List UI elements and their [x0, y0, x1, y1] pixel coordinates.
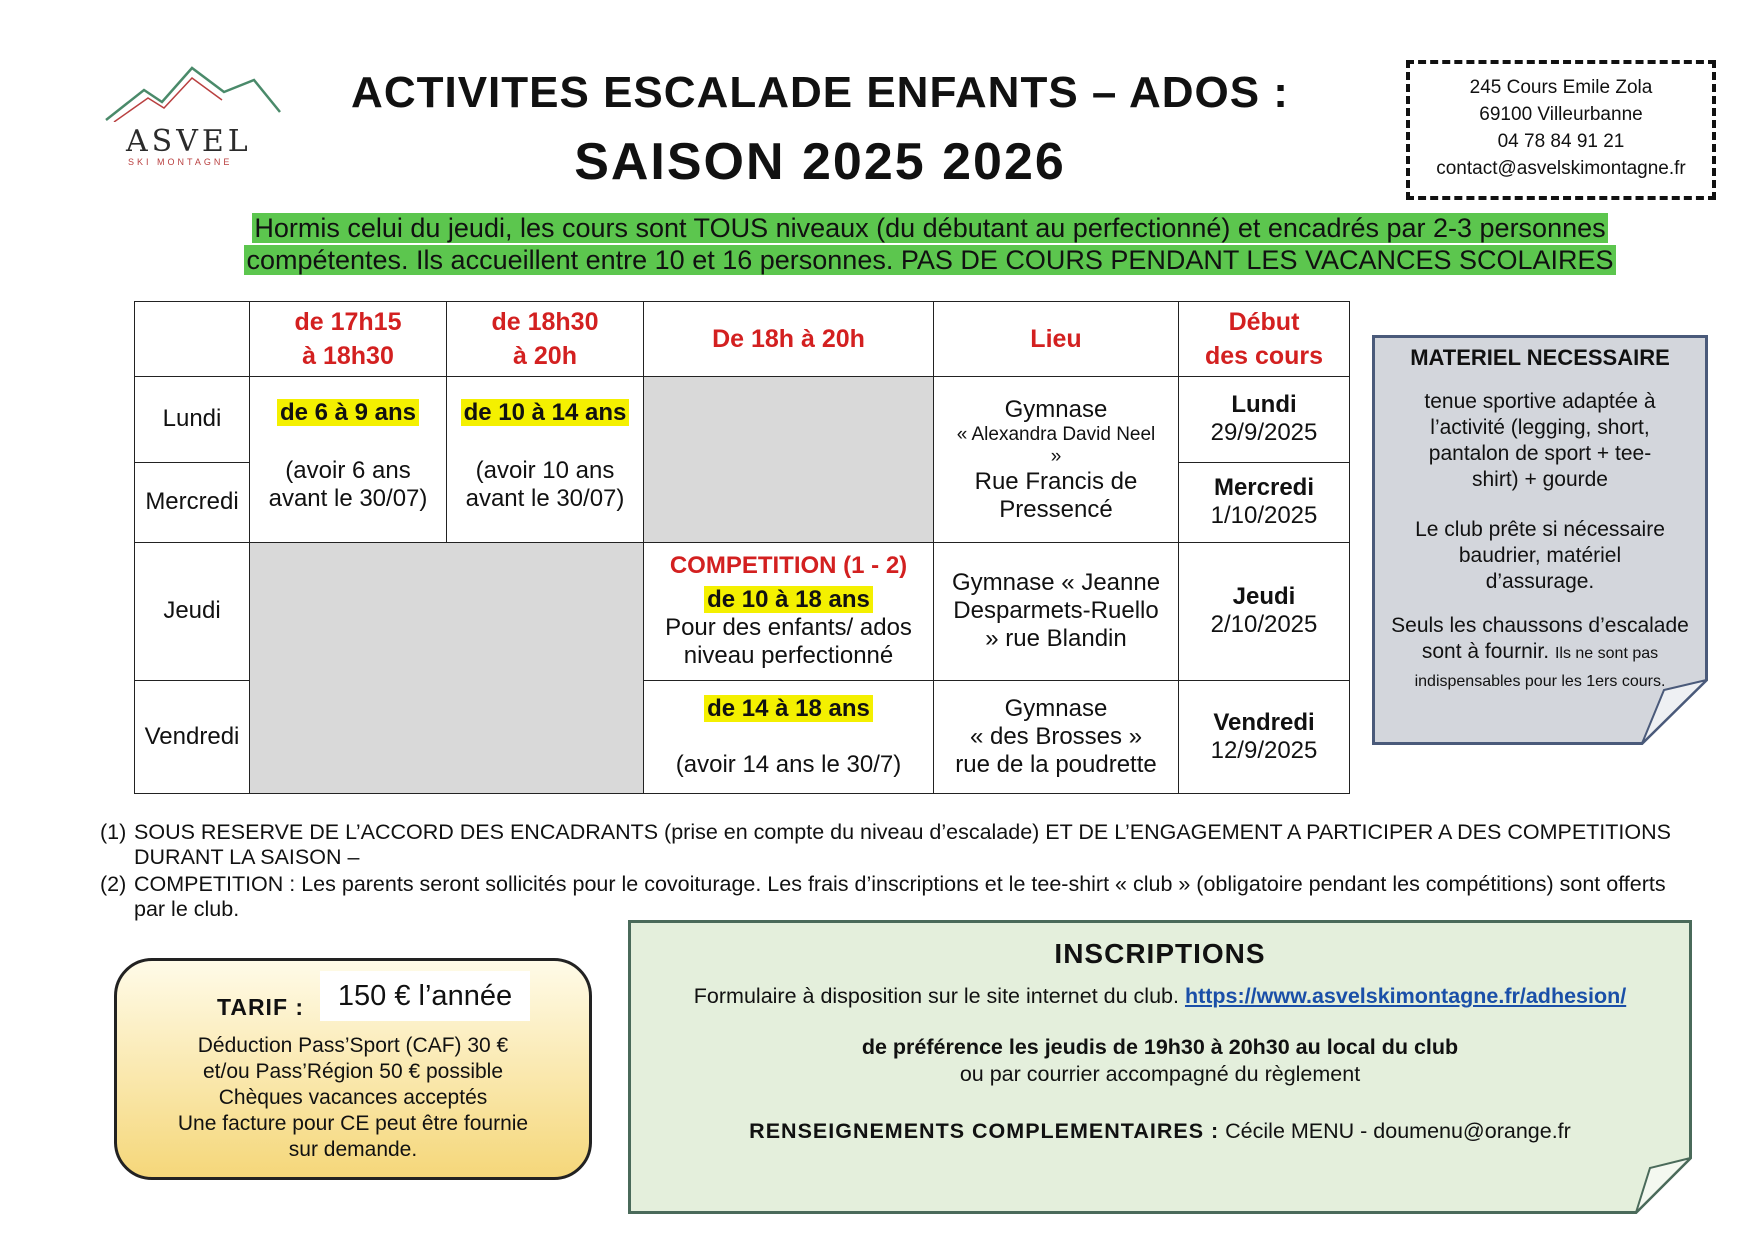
corner-cell [135, 302, 250, 377]
material-p3-small: Ils ne sont pas indispensables pour les 1ers cours. [1414, 645, 1666, 690]
lieu-1-line-3: Rue Francis de Pressencé [974, 467, 1138, 523]
footnote-1 [100, 820, 1700, 870]
tarif-box [114, 958, 592, 1180]
cell-6-9-ans [250, 377, 447, 543]
age-6-9-note: (avoir 6 ans avant le 30/07) [268, 457, 428, 513]
age-14-18: de 14 à 18 ans [704, 695, 873, 722]
inscriptions-form-text: Formulaire à disposition sur le site internet du club. [693, 984, 1179, 1008]
start-mercredi-date: 1/10/2025 [1210, 502, 1318, 530]
footnote-2-num: (2) [100, 872, 127, 896]
age-14-18-note: (avoir 14 ans le 30/7) [675, 750, 902, 778]
tarif-details [117, 1033, 589, 1163]
material-p3 [1372, 613, 1708, 695]
address-street: 245 Cours Emile Zola [1469, 77, 1653, 98]
footnote-1-num: (1) [100, 820, 127, 844]
banner-line-2: compétentes. Ils accueillent entre 10 et 16 personnes. PAS DE COURS PENDANT LES VACANCES SCOLAIRES [246, 245, 1614, 275]
age-10-18: de 10 à 18 ans [704, 586, 873, 613]
start-jeudi [1179, 542, 1350, 680]
table-row-jeudi [135, 542, 1350, 680]
inscriptions-preference: de préférence les jeudis de 19h30 à 20h30 au local du club [861, 1035, 1459, 1059]
table-header-row [135, 302, 1350, 377]
competition-desc: Pour des enfants/ ados niveau perfectionné [665, 614, 912, 670]
logo-name: ASVEL [126, 124, 252, 159]
age-10-14: de 10 à 14 ans [461, 399, 630, 426]
lieu-brosses [934, 680, 1179, 794]
start-vendredi [1179, 680, 1350, 794]
inscriptions-courrier: ou par courrier accompagné du règlement [959, 1062, 1361, 1086]
start-lundi-date: 29/9/2025 [1210, 419, 1318, 447]
adhesion-link[interactable]: https://www.asvelskimontagne.fr/adhesion/ [1184, 984, 1627, 1008]
header-lieu: Lieu [934, 302, 1179, 377]
address-phone: 04 78 84 91 21 [1497, 131, 1625, 152]
inscriptions-title: INSCRIPTIONS [1054, 938, 1266, 969]
inscriptions-info [628, 1119, 1692, 1144]
tarif-line-2: et/ou Pass’Région 50 € possible [202, 1060, 504, 1083]
header-slot-3: De 18h à 20h [644, 302, 934, 377]
start-jeudi-day: Jeudi [1232, 583, 1296, 611]
inscriptions-form-line [628, 984, 1692, 1009]
footnote-2-text: COMPETITION : Les parents seront sollicités pour le covoiturage. Les frais d’inscriptions et le tee-shirt « club » (obligatoire pendant les compétitions) sont offerts par le club. [134, 872, 1666, 921]
start-lundi [1179, 377, 1350, 462]
material-title: MATERIEL NECESSAIRE [1410, 345, 1670, 370]
header-debut-line-1: Début [1228, 308, 1300, 337]
age-6-9: de 6 à 9 ans [277, 399, 419, 426]
club-logo [104, 62, 284, 172]
lieu-desparmets: Gymnase « Jeanne Desparmets-Ruello » rue Blandin [934, 542, 1179, 680]
footnotes [100, 820, 1700, 924]
material-p3-main: Seuls les chaussons d’escalade sont à fournir. [1391, 614, 1689, 663]
cell-competition [644, 542, 934, 680]
info-banner [210, 212, 1650, 276]
info-label: RENSEIGNEMENTS COMPLEMENTAIRES : [749, 1119, 1220, 1143]
header-slot-2-start: de 18h30 [491, 308, 599, 337]
material-note [1372, 335, 1708, 745]
tarif-line-5: sur demande. [288, 1138, 418, 1161]
start-lundi-day: Lundi [1231, 391, 1297, 419]
material-p1: tenue sportive adaptée à l’activité (legging, short, pantalon de sport + tee-shirt) + gourde [1424, 390, 1656, 491]
header-slot-1 [250, 302, 447, 377]
lieu-1-line-2: « Alexandra David Neel » [956, 423, 1156, 467]
competition-title: COMPETITION (1 - 2) [669, 552, 908, 580]
start-vendredi-date: 12/9/2025 [1210, 736, 1318, 764]
tarif-price: 150 € l’année [320, 971, 530, 1021]
day-mercredi: Mercredi [135, 462, 250, 542]
day-vendredi: Vendredi [135, 680, 250, 794]
logo-subtitle: SKI MONTAGNE [128, 157, 233, 167]
header-slot-1-start: de 17h15 [294, 308, 402, 337]
table-row-lundi [135, 377, 1350, 462]
address-email[interactable]: contact@asvelskimontagne.fr [1436, 158, 1686, 179]
cell-10-14-ans [447, 377, 644, 543]
page-subtitle: SAISON 2025 2026 [574, 133, 1066, 191]
header-debut-line-2: des cours [1204, 342, 1324, 371]
tarif-label: TARIF : [217, 994, 305, 1020]
lieu-3-line-3: rue de la poudrette [955, 750, 1157, 778]
header-debut [1179, 302, 1350, 377]
lieu-3-line-1: Gymnase [1004, 694, 1108, 722]
header-slot-2 [447, 302, 644, 377]
start-mercredi-day: Mercredi [1213, 474, 1315, 502]
start-jeudi-date: 2/10/2025 [1210, 611, 1318, 639]
info-contact: Cécile MENU - doumenu@orange.fr [1225, 1119, 1571, 1143]
footnote-1-text: SOUS RESERVE DE L’ACCORD DES ENCADRANTS (prise en compte du niveau d’escalade) ET DE L’ENGAGEMENT A PARTICIPER A DES COMPETITIONS DURANT LA SAISON – [134, 820, 1671, 869]
tarif-line-1: Déduction Pass’Sport (CAF) 30 € [197, 1034, 509, 1057]
empty-cell-lun-mer [644, 377, 934, 543]
day-jeudi: Jeudi [135, 542, 250, 680]
banner-line-1: Hormis celui du jeudi, les cours sont TOUS niveaux (du débutant au perfectionné) et encadrés par 2-3 personnes [254, 213, 1606, 243]
age-10-14-note: (avoir 10 ans avant le 30/07) [465, 457, 625, 513]
page-title: ACTIVITES ESCALADE ENFANTS – ADOS : [351, 68, 1289, 117]
day-lundi: Lundi [135, 377, 250, 462]
material-p2: Le club prête si nécessaire baudrier, matériel d’assurage. [1415, 518, 1665, 593]
tarif-line-3: Chèques vacances acceptés [218, 1086, 488, 1109]
mountain-logo-icon [104, 62, 284, 122]
lieu-3-line-2: « des Brosses » [969, 722, 1143, 750]
header-slot-2-end: à 20h [513, 342, 577, 371]
footnote-2 [100, 872, 1700, 922]
cell-14-18-ans [644, 680, 934, 794]
start-vendredi-day: Vendredi [1213, 708, 1315, 736]
empty-cell-jeu-ven [250, 542, 644, 793]
header-slot-1-end: à 18h30 [302, 342, 394, 371]
inscriptions-content [628, 920, 1692, 1144]
schedule-table [134, 301, 1350, 794]
start-mercredi [1179, 462, 1350, 542]
inscriptions-note [628, 920, 1692, 1214]
address-city: 69100 Villeurbanne [1479, 104, 1643, 125]
lieu-david-neel [934, 377, 1179, 543]
material-content [1372, 335, 1708, 695]
lieu-1-line-1: Gymnase [1004, 395, 1108, 423]
tarif-line-4: Une facture pour CE peut être fournie [177, 1112, 529, 1135]
address-box [1406, 60, 1716, 200]
